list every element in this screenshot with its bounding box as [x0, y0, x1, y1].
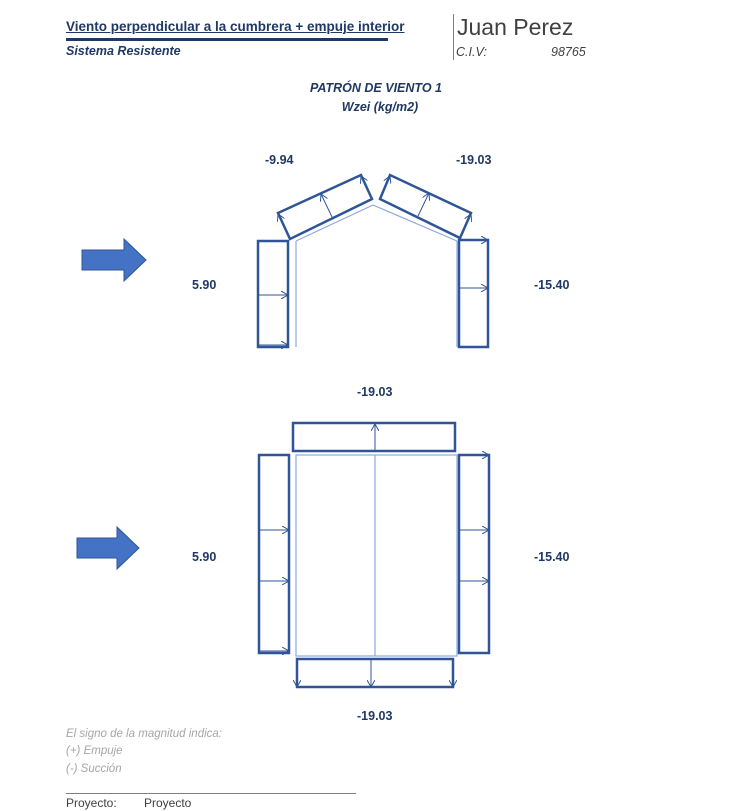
plan-bottom-value: -19.03: [357, 709, 393, 723]
document-title: Viento perpendicular a la cumbrera + empuje interior: [66, 19, 405, 34]
right-roof-load: [380, 175, 471, 238]
plan-top-load: [293, 423, 455, 451]
sign-note-heading: El signo de la magnitud indica:: [66, 728, 222, 740]
elevation-roof-left-value: -9.94: [265, 153, 294, 167]
civ-value: 98765: [551, 45, 586, 59]
civ-label: C.I.V:: [456, 45, 488, 59]
sign-note-suction: (-) Succión: [66, 763, 122, 775]
author-name: Juan Perez: [457, 14, 574, 40]
plan-top-value: -19.03: [357, 385, 393, 399]
footer-divider: [66, 793, 356, 794]
wind-direction-arrow-plan: [77, 527, 139, 569]
elevation-roof-right-value: -19.03: [456, 153, 492, 167]
wind-direction-arrow-elevation: [82, 239, 146, 281]
plan-left-value: 5.90: [192, 550, 217, 564]
building-plan-outline: [296, 455, 457, 656]
left-roof-load: [278, 175, 372, 239]
pattern-title: PATRÓN DE VIENTO 1: [310, 81, 442, 95]
plan-right-value: -15.40: [534, 550, 570, 564]
right-wall-load: [459, 240, 488, 347]
building-elevation-outline: [296, 205, 457, 347]
footer-label: Proyecto:: [66, 796, 117, 810]
left-wall-load: [258, 241, 288, 347]
pattern-subtitle: Wzei (kg/m2): [341, 100, 419, 114]
plan-bottom-load: [297, 659, 453, 687]
elevation-wall-right-value: -15.40: [534, 278, 570, 292]
elevation-wall-left-value: 5.90: [192, 278, 217, 292]
sign-note-push: (+) Empuje: [66, 745, 123, 757]
plan-right-load: [459, 455, 489, 653]
plan-left-load: [259, 455, 289, 653]
footer-value: Proyecto: [144, 796, 192, 810]
document-subtitle: Sistema Resistente: [66, 44, 181, 58]
